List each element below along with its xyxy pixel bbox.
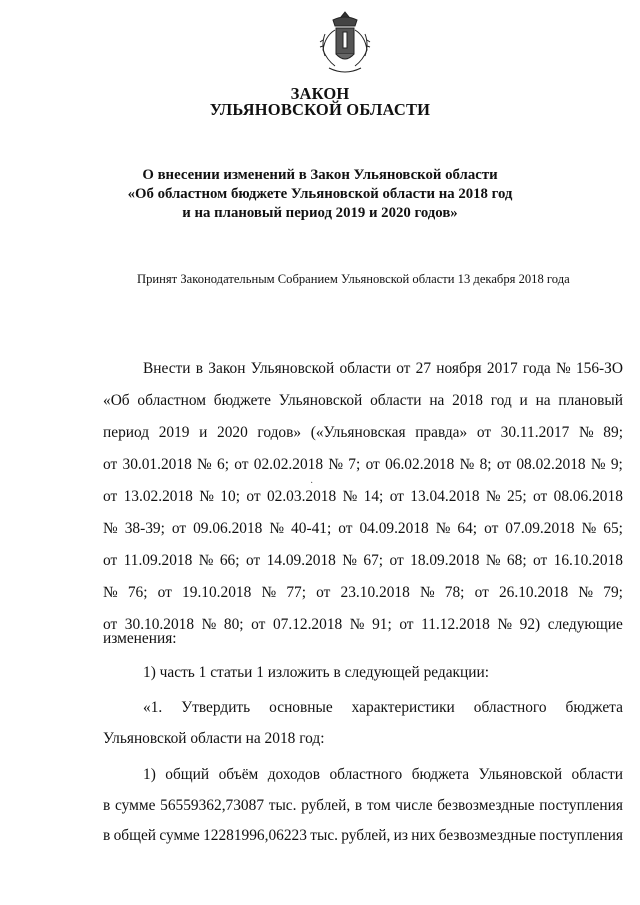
body-line-word: 156-ЗО (575, 360, 623, 377)
body-line-word: № (342, 488, 358, 505)
body-line-word: 68; (506, 552, 527, 569)
body-line-word: 02.03.2018 (266, 488, 337, 505)
body-line-word: 64; (457, 520, 478, 537)
body-line (103, 456, 623, 474)
subtitle-line-1: О внесении изменений в Закон Ульяновской области (142, 167, 498, 183)
subitem-1-line-3-word: тыс. (310, 827, 338, 844)
body-line-word: 38-39; (124, 520, 165, 537)
body-line-word: 02.02.2018 (253, 456, 324, 473)
body-line-word: № (328, 456, 344, 473)
subitem-1-line-3-word: них (411, 827, 436, 844)
quote-line-word: Утвердить (181, 699, 251, 716)
quote-line-2: Ульяновской области на 2018 год: (103, 730, 325, 747)
subitem-1-line-1-word: бюджета (411, 766, 470, 783)
body-line-word: 30.10.2018 (124, 616, 195, 633)
body-line-word: ноября (436, 360, 482, 377)
scan-speck: · (310, 478, 314, 489)
subitem-1-line-2-word: сумме (114, 797, 156, 814)
body-line-word: и (199, 424, 208, 441)
body-line-word: № (201, 616, 217, 633)
body-line (103, 616, 623, 634)
body-line-word: 11.09.2018 (123, 552, 193, 569)
body-line (143, 360, 623, 378)
body-line-word: 91; (372, 616, 392, 633)
body-line-word: 92) (519, 616, 541, 633)
body-line-word: № (485, 488, 501, 505)
body-line-word: 19.10.2018 (182, 584, 252, 601)
body-line-word: 08.06.2018 (553, 488, 623, 505)
body-line-word: 13.02.2018 (123, 488, 193, 505)
subitem-1-line-1-word: областного (329, 766, 403, 783)
body-line-word: («Ульяновская (310, 424, 406, 441)
body-line-word: от (396, 360, 411, 377)
body-line-word: от (251, 616, 266, 633)
body-line-word: № (261, 584, 277, 601)
subitem-1-line-3-word: безвозмездные (438, 827, 536, 844)
body-line-word: от (245, 552, 261, 569)
subitem-1-line-2 (103, 797, 623, 815)
quote-line-word: областного (473, 699, 547, 716)
quote-line-word: «1. (143, 699, 163, 716)
body-line-word: 09.06.2018 (193, 520, 263, 537)
body-line-word: от (316, 584, 331, 601)
body-line (103, 392, 623, 410)
subitem-1-line-1-word: области (571, 766, 623, 783)
body-line-word: период (103, 424, 150, 441)
body-line-word: 89; (603, 424, 623, 441)
body-line-word: 2017 (486, 360, 518, 377)
body-line-word: № (459, 456, 475, 473)
body-line-word: 9; (610, 456, 623, 473)
body-line-word: от (533, 488, 548, 505)
body-line-word: 67; (363, 552, 384, 569)
body-line-word: от (103, 552, 118, 569)
body-line-word: № (485, 552, 501, 569)
body-line-word: от (338, 520, 353, 537)
body-line-word: в (195, 360, 204, 377)
body-line-word: 04.09.2018 (359, 520, 429, 537)
body-line-word: плановый (558, 392, 623, 409)
body-line-word: 14; (363, 488, 384, 505)
body-line-word: от (484, 520, 499, 537)
subitem-1-line-3-word: сумме (159, 827, 200, 844)
body-line-word: 30.01.2018 (122, 456, 192, 473)
subitem-1-line-2-word: в (354, 797, 363, 814)
law-title: ЗАКОН (290, 84, 350, 103)
item-1: 1) часть 1 статьи 1 изложить в следующей редакции: (143, 664, 490, 681)
quote-line-word: характеристики (351, 699, 455, 716)
body-line-word: от (389, 488, 404, 505)
subitem-1-line-2-word: безвозмездные (437, 797, 535, 814)
adoption-note: Принят Законодательным Собранием Ульяновской области 13 декабря 2018 года (137, 272, 570, 286)
subitem-1-line-2-word: тыс. (268, 797, 297, 814)
body-line-word: Закон (208, 360, 246, 377)
body-line-word: № (103, 584, 118, 601)
body-line-word: Ульяновской (250, 360, 335, 377)
body-line-word: и (519, 392, 528, 409)
body-line-word: 66; (219, 552, 240, 569)
body-line-word: 40-41; (291, 520, 332, 537)
body-line-word: 79; (603, 584, 623, 601)
body-line-word: 25; (506, 488, 527, 505)
body-line-word: № (197, 456, 212, 473)
body-line (103, 424, 623, 442)
body-line-word: № (578, 424, 594, 441)
body-line-word: № (199, 488, 214, 505)
body-line (103, 584, 623, 602)
subitem-1-line-2-word: 56559362,73087 (160, 797, 265, 814)
body-line-word: областном (137, 392, 207, 409)
body-line-word: от (365, 456, 380, 473)
body-line-word: № (342, 552, 357, 569)
body-line-word: области (370, 392, 422, 409)
body-last-line: изменения: (103, 630, 177, 647)
body-line-word: Ульяновской (278, 392, 363, 409)
quote-line (143, 699, 623, 717)
subitem-1-line-3-word: рублей, (341, 827, 391, 844)
body-line-word: 26.10.2018 (498, 584, 569, 601)
subitem-1-line-1 (143, 766, 623, 784)
body-line-word: от (157, 584, 172, 601)
body-line-word: 18.09.2018 (410, 552, 480, 569)
subitem-1-line-3 (103, 827, 623, 845)
body-line-word: 07.09.2018 (505, 520, 575, 537)
body-line-word: от (103, 488, 118, 505)
body-line-word: от (103, 616, 118, 633)
body-line-word: 27 (415, 360, 432, 377)
body-line-word: Внести (143, 360, 191, 377)
law-region: УЛЬЯНОВСКОЙ ОБЛАСТИ (209, 100, 431, 119)
body-line-word: 11.12.2018 (421, 616, 490, 633)
body-line-word: № (198, 552, 214, 569)
body-line-word: от (474, 584, 489, 601)
body-line-word: 76; (127, 584, 148, 601)
body-line-word: от (399, 616, 414, 633)
body-line-word: № (556, 360, 571, 377)
body-line-word: годов» (257, 424, 302, 441)
body-line-word: 07.12.2018 (272, 616, 343, 633)
body-line-word: от (496, 456, 512, 473)
body-line-word: «Об (103, 392, 130, 409)
body-line-word: 2019 (158, 424, 190, 441)
subitem-1-line-1-word: 1) (143, 766, 156, 783)
body-line-word: 7; (348, 456, 361, 473)
body-line-word: 30.11.2017 (500, 424, 570, 441)
quote-line-word: бюджета (565, 699, 623, 716)
body-line-word: № (349, 616, 365, 633)
body-line-word: 80; (223, 616, 244, 633)
body-line-word: от (234, 456, 249, 473)
body-line (103, 552, 623, 570)
subitem-1-line-2-word: числе (395, 797, 433, 814)
body-line-word: 06.02.2018 (385, 456, 455, 473)
body-line-word: следующие (547, 616, 623, 633)
quote-line-word: основные (269, 699, 333, 716)
body-line-word: 14.09.2018 (266, 552, 336, 569)
body-line-word: 78; (444, 584, 465, 601)
body-line-word: от (246, 488, 261, 505)
body-line-word: на (535, 392, 551, 409)
body-line-word: области (339, 360, 391, 377)
body-line-word: 2020 (217, 424, 248, 441)
subitem-1-line-2-word: поступления (539, 797, 623, 814)
body-line-word: правда» (415, 424, 468, 441)
body-line-word: от (476, 424, 492, 441)
body-line-word: № (497, 616, 513, 633)
subitem-1-line-3-word: в (103, 827, 111, 844)
body-line-word: № (103, 520, 118, 537)
body-line-word: 13.04.2018 (410, 488, 480, 505)
subitem-1-line-2-word: том (366, 797, 391, 814)
body-line-word: № (581, 520, 597, 537)
body-line-word: 77; (286, 584, 306, 601)
body-line-word: 8; (479, 456, 492, 473)
body-line-word: на (429, 392, 445, 409)
body-line-word: 2018 (452, 392, 483, 409)
subitem-1-line-2-word: рублей, (301, 797, 351, 814)
body-line-word: бюджете (213, 392, 271, 409)
body-line-word: № (578, 584, 594, 601)
subitem-1-line-3-word: из (393, 827, 408, 844)
body-line-word: 10; (220, 488, 240, 505)
body-line-word: 65; (603, 520, 623, 537)
subitem-1-line-1-word: Ульяновской (478, 766, 563, 783)
body-line-word: № (590, 456, 606, 473)
body-line-word: 6; (217, 456, 229, 473)
subitem-1-line-3-word: 12281996,06223 (203, 827, 307, 844)
subtitle-line-2: «Об областном бюджете Ульяновской области на 2018 год (127, 186, 513, 202)
subitem-1-line-1-word: общий (165, 766, 210, 783)
body-line (103, 520, 623, 538)
body-line-word: № (435, 520, 451, 537)
body-line-word: год (490, 392, 512, 409)
subitem-1-line-3-word: поступления (539, 827, 623, 844)
body-line-word: 16.10.2018 (553, 552, 623, 569)
body-line-word: от (171, 520, 187, 537)
body-line-word: от (533, 552, 548, 569)
subitem-1-line-1-word: объём (218, 766, 259, 783)
body-line-word: 23.10.2018 (340, 584, 410, 601)
body-line-word: № (269, 520, 285, 537)
subitem-1-line-1-word: доходов (267, 766, 321, 783)
subitem-1-line-3-word: общей (113, 827, 157, 844)
body-line-word: 08.02.2018 (516, 456, 586, 473)
subtitle-line-3: и на плановый период 2019 и 2020 годов» (182, 205, 458, 221)
body-line (103, 488, 623, 506)
coat-of-arms-icon (317, 10, 373, 76)
body-line-word: № (419, 584, 435, 601)
body-line-word: от (389, 552, 404, 569)
body-line-word: от (103, 456, 118, 473)
subitem-1-line-2-word: в (103, 797, 111, 814)
body-line-word: года (522, 360, 551, 377)
